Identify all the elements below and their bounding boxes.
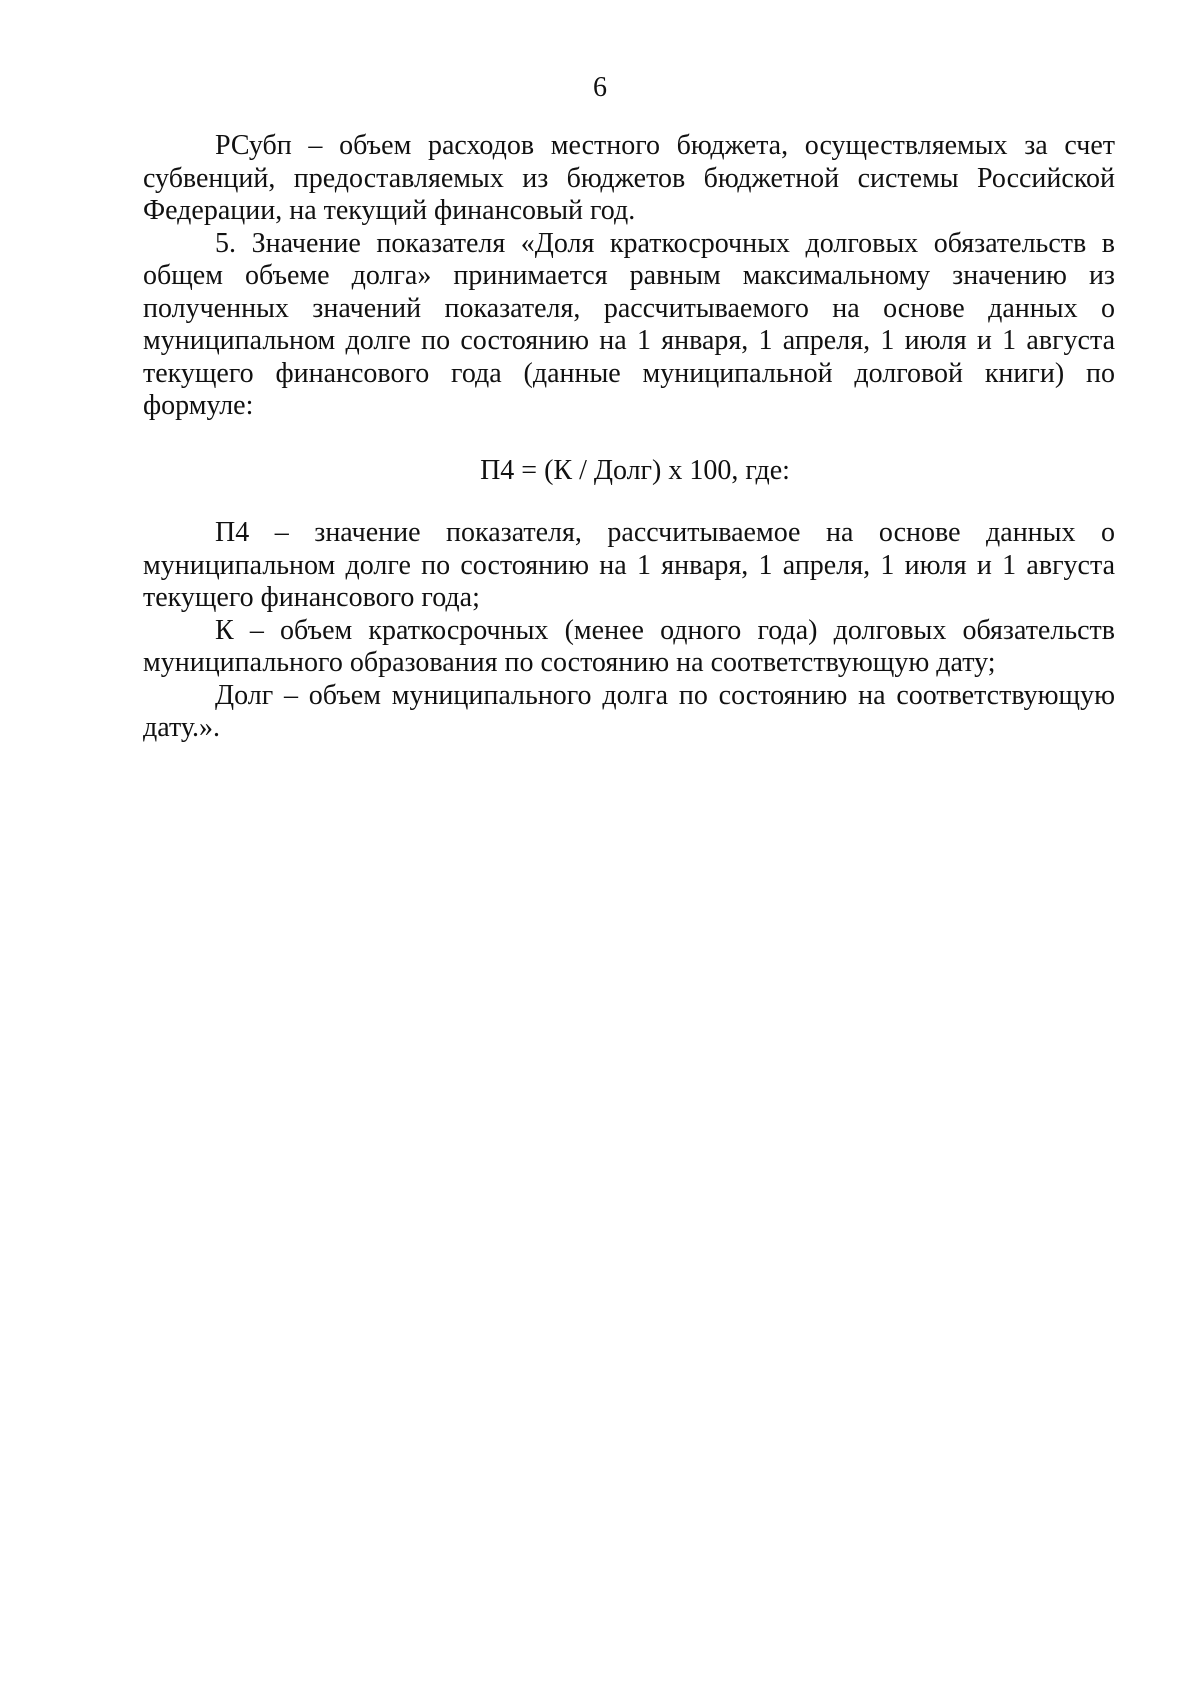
paragraph-rsubp-definition: РСубп – объем расходов местного бюджета, осуществляемых за счет субвенций, предоставляемых из бюджетов бюджетной системы Российской Федерации, на текущий финансовый год. — [143, 130, 1115, 226]
document-body — [143, 130, 1115, 745]
paragraph-p4-definition: П4 – значение показателя, рассчитываемое на основе данных о муниципальном долге по состоянию на 1 января, 1 апреля, 1 июля и 1 августа текущего финансового года; — [143, 517, 1115, 613]
paragraph-item-5: 5. Значение показателя «Доля краткосрочных долговых обязательств в общем объеме долга» принимается равным максимальному значению из полученных значений показателя, рассчитываемого на основе данных о муниципальном долге по состоянию на 1 января, 1 апреля, 1 июля и 1 августа текущего финансового года (данные муниципальной долговой книги) по формуле: — [143, 227, 1115, 421]
paragraph-dolg-definition: Долг – объем муниципального долга по состоянию на соответствующую дату.». — [143, 679, 1115, 743]
formula-p4: П4 = (К / Долг) x 100, где: — [480, 454, 790, 486]
page-number: 6 — [593, 72, 607, 103]
paragraph-k-definition: К – объем краткосрочных (менее одного года) долговых обязательств муниципального образования по состоянию на соответствующую дату; — [143, 614, 1115, 678]
